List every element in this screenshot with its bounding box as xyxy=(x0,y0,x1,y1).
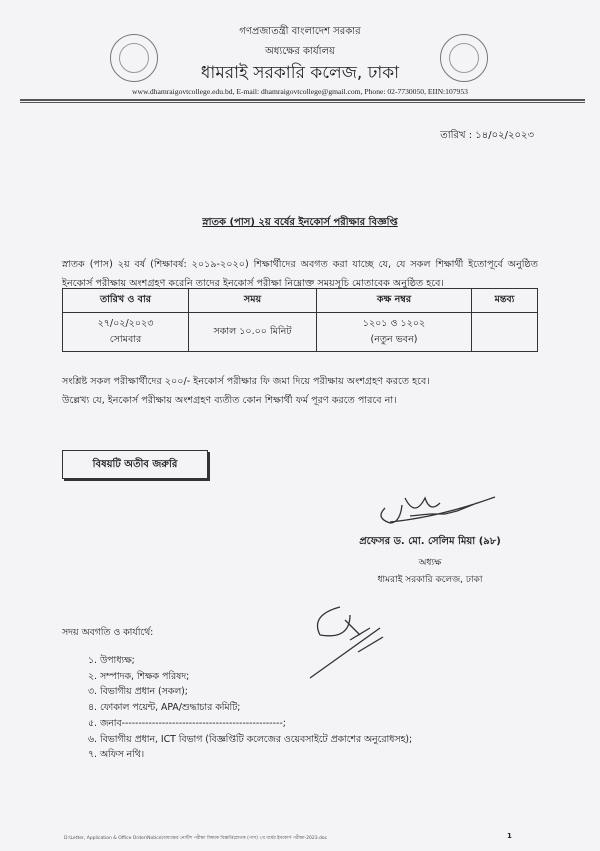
list-item: ৭. অফিস নথি। xyxy=(88,749,145,761)
list-item: ৩. বিভাগীয় প্রধান (সকল); xyxy=(88,686,188,698)
contact-line: www.dhamraigovtcollege.edu.bd, E-mail: dhamraigovtcollege@gmail.com, Phone: 02-7730050, EIIN:107953 xyxy=(132,87,468,96)
govt-name: গণপ্রজাতন্ত্রী বাংলাদেশ সরকার xyxy=(239,26,361,37)
col-room: কক্ষ নম্বর xyxy=(317,289,472,313)
file-path: D:\Letter, Application & Office Order\Notice\অধ্যক্ষের নোটিশ পরীক্ষা বিষয়ক বিজ্ঞপ্তি\স্নাতক (পাস) ২য় বর্ষের ইনকোর্স পরীক্ষা-2023.doc xyxy=(64,836,328,841)
list-item: ১. উপাধ্যক্ষ; xyxy=(88,655,135,666)
college-name: ধামরাই সরকারি কলেজ, ঢাকা xyxy=(200,63,400,83)
exam-date: ২৭/০২/২০২৩ xyxy=(97,318,154,329)
form-note: উল্লেখ্য যে, ইনকোর্স পরীক্ষায় অংশগ্রহণ ব্যতীত কোন শিক্ষার্থী ফর্ম পূরণ করতে পারবে না। xyxy=(62,395,397,406)
list-item: ৫. জনাব------------------------------------------------; xyxy=(88,717,286,729)
list-item: ২. সম্পাদক, শিক্ষক পরিষদ; xyxy=(88,670,190,682)
exam-time: সকাল ১০.০০ মিনিট xyxy=(189,313,317,352)
col-remark: মন্তব্য xyxy=(472,289,538,313)
notice-title: স্নাতক (পাস) ২য় বর্ষের ইনকোর্স পরীক্ষার বিজ্ঞপ্তি xyxy=(202,217,398,228)
header-rule xyxy=(20,99,585,101)
page-number: 1 xyxy=(507,832,512,840)
list-item: ৪. ফোকাল পয়েন্ট, APA/শুদ্ধাচার কমিটি; xyxy=(88,702,241,714)
signatory-org: ধামরাই সরকারি কলেজ, ঢাকা xyxy=(377,575,483,585)
cc-list xyxy=(88,653,412,763)
col-date: তারিখ ও বার xyxy=(63,289,189,313)
exam-building: (নতুন ভবন) xyxy=(370,334,418,345)
urgent-box: বিষয়টি অতীব জরুরি xyxy=(62,450,208,479)
list-item: ৬. বিভাগীয় প্রধান, ICT বিভাগ (বিজ্ঞপ্তিটি কলেজের ওয়েবসাইটে প্রকাশের অনুরোধসহ); xyxy=(88,733,413,745)
header-rule-thin xyxy=(20,102,585,103)
table-row xyxy=(63,313,538,352)
signatory-name: প্রফেসর ড. মো. সেলিম মিয়া (৯৮) xyxy=(359,536,501,547)
col-time: সময় xyxy=(189,289,317,313)
schedule-table xyxy=(62,288,538,352)
fee-note: সংশ্লিষ্ট সকল পরীক্ষার্থীদের ২০০/- ইনকোর্স পরীক্ষার ফি জমা দিয়ে পরীক্ষায় অংশগ্রহণ করতে হবে। xyxy=(62,376,430,387)
principal-signature xyxy=(370,488,500,533)
signatory-designation: অধ্যক্ষ xyxy=(418,558,442,568)
intro-paragraph: স্নাতক (পাস) ২য় বর্ষ (শিক্ষাবর্ষ: ২০১৯-২০২০) শিক্ষার্থীদের অবগত করা যাচ্ছে যে, যে সকল শিক্ষার্থী ইতোপূর্বে অনুষ্ঠিত ইনকোর্স পরীক্ষায় অংশগ্রহণ করেনি তাদের ইনকোর্স পরীক্ষা নিম্নোক্ত সময়সূচি মোতাবেক অনুষ্ঠিত হবে। xyxy=(62,259,538,289)
notice-date: তারিখ : ১৪/০২/২০২৩ xyxy=(440,130,534,141)
exam-day: সোমবার xyxy=(109,334,142,345)
cc-heading: সদয় অবগতি ও কার্যার্থে: xyxy=(62,627,154,638)
exam-remark xyxy=(472,313,538,352)
office-name: অধ্যক্ষের কার্যালয় xyxy=(265,46,335,57)
exam-room: ১২০১ ও ১২০২ xyxy=(362,318,426,329)
